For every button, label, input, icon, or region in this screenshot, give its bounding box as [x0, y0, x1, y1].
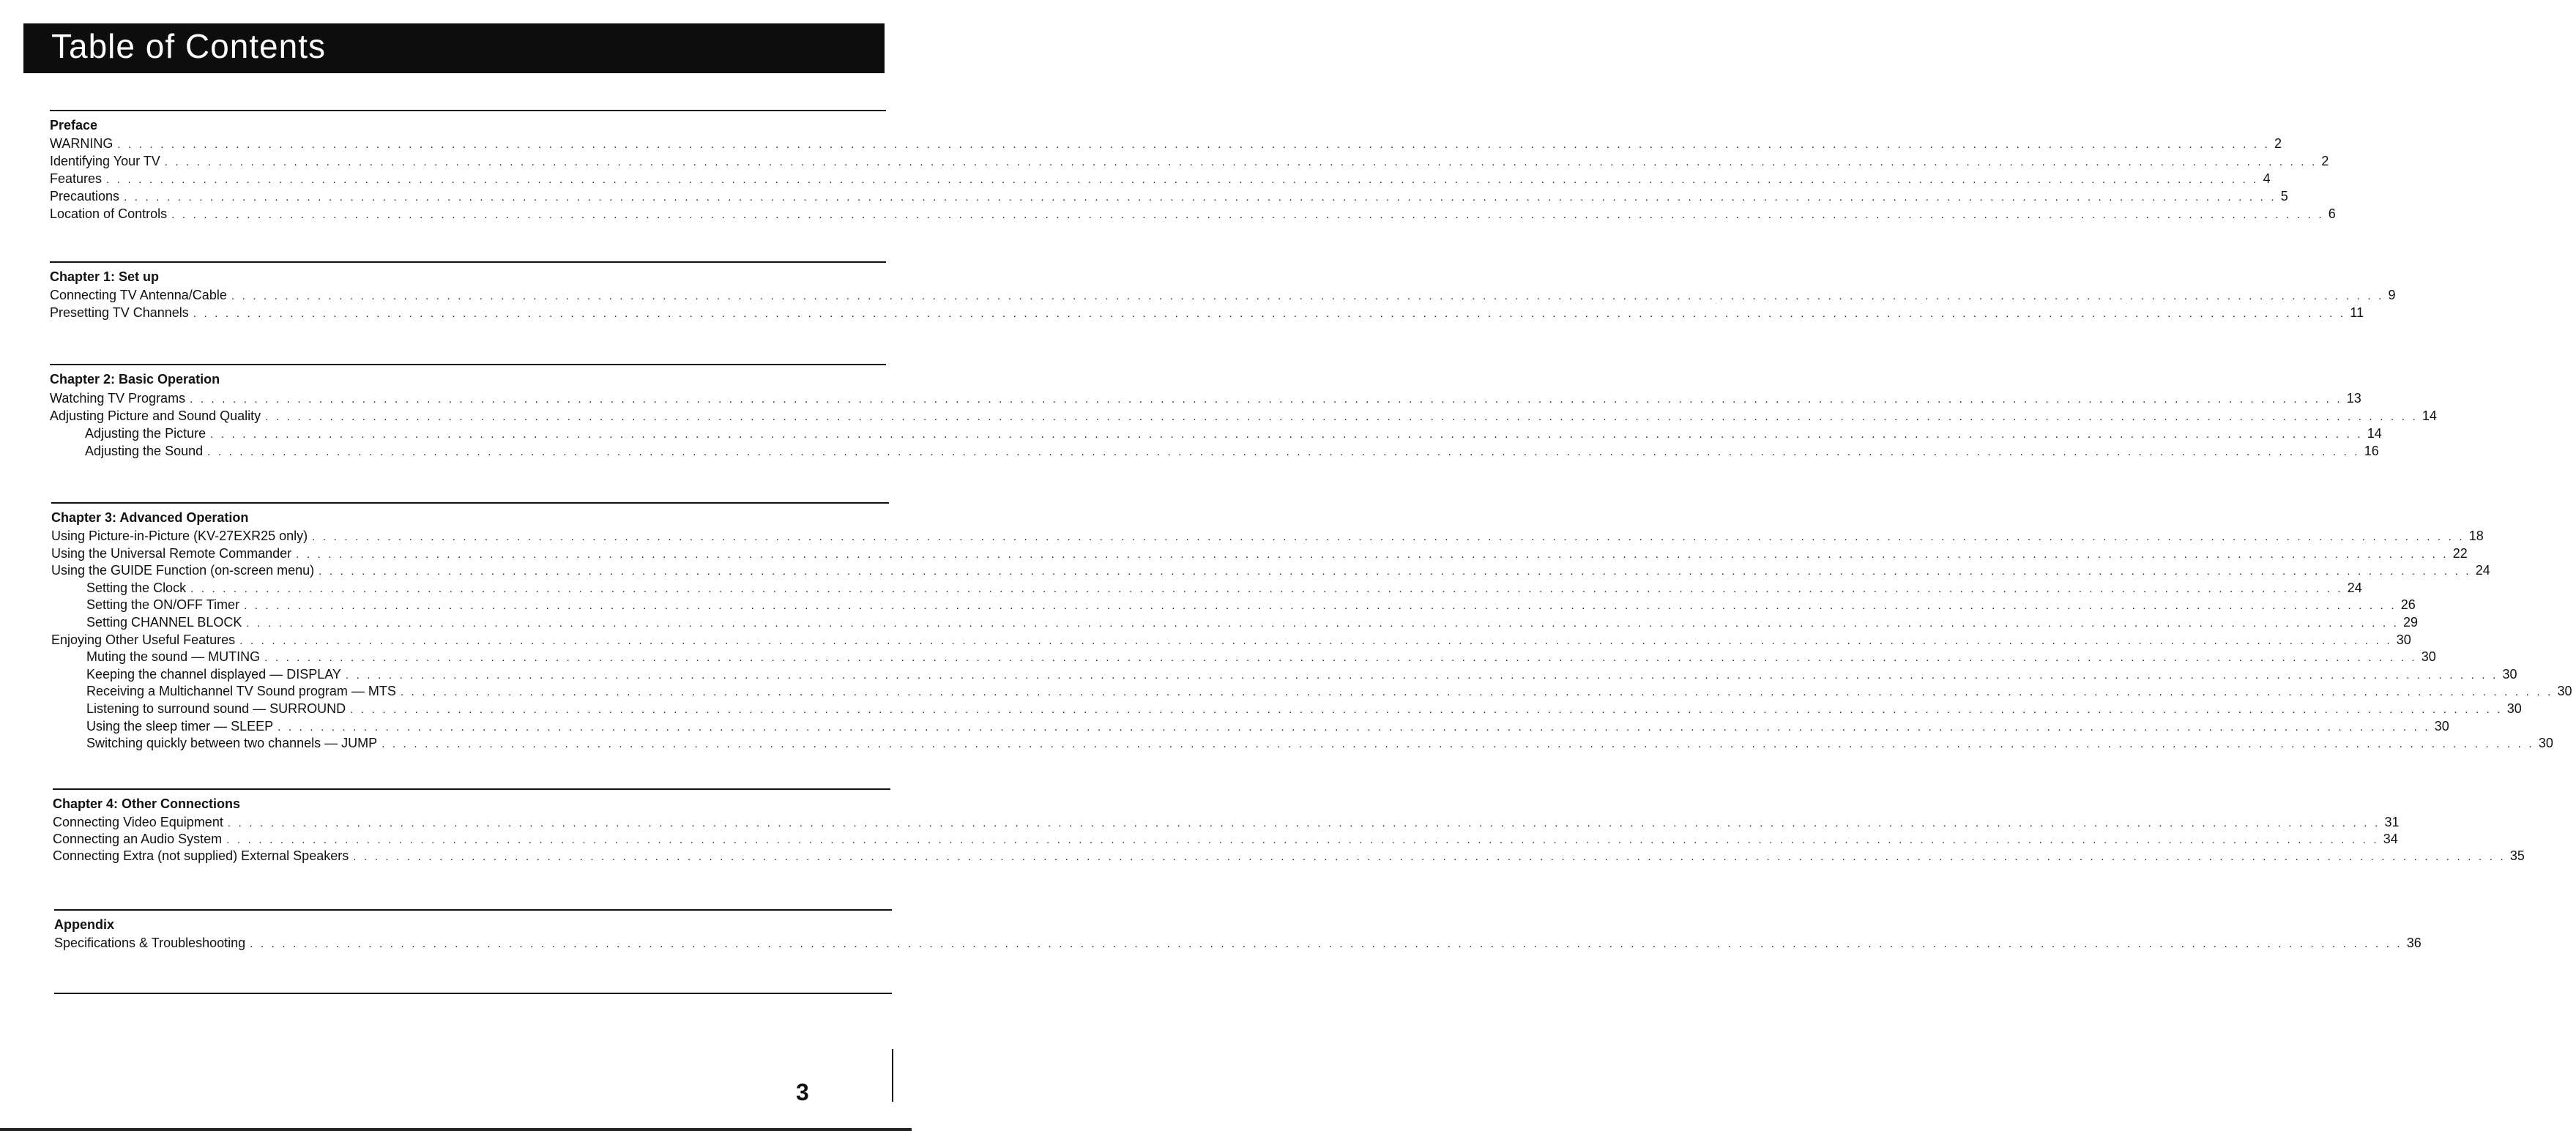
dot-leader: . . . . . . . . . . . . . . . . . . . . . . . . . . . . . . . . . . . . . . . . . . . . . . . . . . . . . . . . . . . . . . . . . . . . . . . . . . . . . . . . . . . . . . . . . . . . . . . . . . . . . . . . . . . . . . . . . . . . . . . . . . . . . . . . . . . . . . . . . . . . . . . . . . . . . . . . . . . . . . . . . . . . . . . . . . . . . . . . . . . . . . . . . . . . . . . . . . . . . . . .	[226, 834, 2379, 846]
toc-entry-page: 26	[2400, 597, 2416, 613]
section-heading: Chapter 1: Set up	[50, 269, 160, 284]
toc-entry-label: Connecting Extra (not supplied) External Speakers	[53, 848, 349, 863]
toc-entry-label: WARNING	[50, 136, 113, 151]
section-rule	[54, 909, 892, 911]
dot-leader: . . . . . . . . . . . . . . . . . . . . . . . . . . . . . . . . . . . . . . . . . . . . . . . . . . . . . . . . . . . . . . . . . . . . . . . . . . . . . . . . . . . . . . . . . . . . . . . . . . . . . . . . . . . . . . . . . . . . . . . . . . . . . . . . . . . . . . . . . . . . . . . . . . . . . . . . . . . . . . . . . . . . . . . . . . . . . . . . . . . . . . . . . . . . . . . . . . . . . . . .	[400, 686, 2553, 699]
dot-leader: . . . . . . . . . . . . . . . . . . . . . . . . . . . . . . . . . . . . . . . . . . . . . . . . . . . . . . . . . . . . . . . . . . . . . . . . . . . . . . . . . . . . . . . . . . . . . . . . . . . . . . . . . . . . . . . . . . . . . . . . . . . . . . . . . . . . . . . . . . . . . . . . . . . . . . . . . . . . . . . . . . . . . . . . . . . . . . . . . . . . . . . . . . . . . . . . . . . . . . . .	[231, 290, 2384, 302]
toc-entry-page: 24	[2347, 580, 2362, 595]
toc-entry-label: Identifying Your TV	[50, 154, 160, 168]
dot-leader: . . . . . . . . . . . . . . . . . . . . . . . . . . . . . . . . . . . . . . . . . . . . . . . . . . . . . . . . . . . . . . . . . . . . . . . . . . . . . . . . . . . . . . . . . . . . . . . . . . . . . . . . . . . . . . . . . . . . . . . . . . . . . . . . . . . . . . . . . . . . . . . . . . . . . . . . . . . . . . . . . . . . . . . . . . . . . . . . . . . . . . . . . . . . . . . . . . . . . . . .	[227, 817, 2380, 829]
toc-entry[interactable]	[50, 408, 2437, 424]
toc-entry-page: 4	[2263, 171, 2271, 186]
toc-entry-page: 30	[2557, 684, 2572, 699]
dot-leader: . . . . . . . . . . . . . . . . . . . . . . . . . . . . . . . . . . . . . . . . . . . . . . . . . . . . . . . . . . . . . . . . . . . . . . . . . . . . . . . . . . . . . . . . . . . . . . . . . . . . . . . . . . . . . . . . . . . . . . . . . . . . . . . . . . . . . . . . . . . . . . . . . . . . . . . . . . . . . . . . . . . . . . . . . . . . . . . . . . . . . . . . . . . . . . . . . . . . . . . .	[250, 938, 2402, 950]
toc-entry-page: 16	[2364, 444, 2379, 458]
toc-entry[interactable]	[86, 597, 2416, 613]
dot-leader: . . . . . . . . . . . . . . . . . . . . . . . . . . . . . . . . . . . . . . . . . . . . . . . . . . . . . . . . . . . . . . . . . . . . . . . . . . . . . . . . . . . . . . . . . . . . . . . . . . . . . . . . . . . . . . . . . . . . . . . . . . . . . . . . . . . . . . . . . . . . . . . . . . . . . . . . . . . . . . . . . . . . . . . . . . . . . . . . . . . . . . . . . . . . . . . . . . . . . . . .	[210, 428, 2363, 441]
dot-leader: . . . . . . . . . . . . . . . . . . . . . . . . . . . . . . . . . . . . . . . . . . . . . . . . . . . . . . . . . . . . . . . . . . . . . . . . . . . . . . . . . . . . . . . . . . . . . . . . . . . . . . . . . . . . . . . . . . . . . . . . . . . . . . . . . . . . . . . . . . . . . . . . . . . . . . . . . . . . . . . . . . . . . . . . . . . . . . . . . . . . . . . . . . . . . . . . . . . . . . . .	[106, 173, 2259, 186]
toc-entry-page: 2	[2321, 154, 2329, 168]
bottom-rule	[54, 993, 892, 994]
dot-leader: . . . . . . . . . . . . . . . . . . . . . . . . . . . . . . . . . . . . . . . . . . . . . . . . . . . . . . . . . . . . . . . . . . . . . . . . . . . . . . . . . . . . . . . . . . . . . . . . . . . . . . . . . . . . . . . . . . . . . . . . . . . . . . . . . . . . . . . . . . . . . . . . . . . . . . . . . . . . . . . . . . . . . . . . . . . . . . . . . . . . . . . . . . . . . . . . . . . . . . . .	[190, 582, 2343, 595]
dot-leader: . . . . . . . . . . . . . . . . . . . . . . . . . . . . . . . . . . . . . . . . . . . . . . . . . . . . . . . . . . . . . . . . . . . . . . . . . . . . . . . . . . . . . . . . . . . . . . . . . . . . . . . . . . . . . . . . . . . . . . . . . . . . . . . . . . . . . . . . . . . . . . . . . . . . . . . . . . . . . . . . . . . . . . . . . . . . . . . . . . . . . . . . . . . . . . . . . . . . . . . .	[244, 600, 2397, 613]
dot-leader: . . . . . . . . . . . . . . . . . . . . . . . . . . . . . . . . . . . . . . . . . . . . . . . . . . . . . . . . . . . . . . . . . . . . . . . . . . . . . . . . . . . . . . . . . . . . . . . . . . . . . . . . . . . . . . . . . . . . . . . . . . . . . . . . . . . . . . . . . . . . . . . . . . . . . . . . . . . . . . . . . . . . . . . . . . . . . . . . . . . . . . . . . . . . . . . . . . . . . . . .	[264, 652, 2417, 665]
toc-entry[interactable]	[86, 701, 2522, 717]
dot-leader: . . . . . . . . . . . . . . . . . . . . . . . . . . . . . . . . . . . . . . . . . . . . . . . . . . . . . . . . . . . . . . . . . . . . . . . . . . . . . . . . . . . . . . . . . . . . . . . . . . . . . . . . . . . . . . . . . . . . . . . . . . . . . . . . . . . . . . . . . . . . . . . . . . . . . . . . . . . . . . . . . . . . . . . . . . . . . . . . . . . . . . . . . . . . . . . . . . . . . . . .	[207, 446, 2360, 458]
toc-section	[50, 261, 2396, 329]
toc-entry[interactable]	[50, 390, 2361, 406]
toc-entry-label: Using Picture-in-Picture (KV-27EXR25 only)	[51, 529, 308, 543]
toc-entry[interactable]	[50, 188, 2288, 204]
section-rule	[53, 788, 890, 790]
toc-entry-label: Connecting TV Antenna/Cable	[50, 288, 227, 302]
toc-entry-label: Muting the sound — MUTING	[86, 649, 261, 665]
dot-leader: . . . . . . . . . . . . . . . . . . . . . . . . . . . . . . . . . . . . . . . . . . . . . . . . . . . . . . . . . . . . . . . . . . . . . . . . . . . . . . . . . . . . . . . . . . . . . . . . . . . . . . . . . . . . . . . . . . . . . . . . . . . . . . . . . . . . . . . . . . . . . . . . . . . . . . . . . . . . . . . . . . . . . . . . . . . . . . . . . . . . . . . . . . . . . . . . . . . . . . . .	[246, 617, 2400, 630]
toc-entry[interactable]	[51, 632, 2411, 648]
toc-section	[53, 788, 2525, 872]
dot-leader: . . . . . . . . . . . . . . . . . . . . . . . . . . . . . . . . . . . . . . . . . . . . . . . . . . . . . . . . . . . . . . . . . . . . . . . . . . . . . . . . . . . . . . . . . . . . . . . . . . . . . . . . . . . . . . . . . . . . . . . . . . . . . . . . . . . . . . . . . . . . . . . . . . . . . . . . . . . . . . . . . . . . . . . . . . . . . . . . . . . . . . . . . . . . . . . . . . . . . . . .	[239, 634, 2392, 647]
toc-entry-label: Using the GUIDE Function (on-screen menu)	[51, 563, 315, 578]
toc-entry-page: 2	[2274, 136, 2282, 151]
dot-leader: . . . . . . . . . . . . . . . . . . . . . . . . . . . . . . . . . . . . . . . . . . . . . . . . . . . . . . . . . . . . . . . . . . . . . . . . . . . . . . . . . . . . . . . . . . . . . . . . . . . . . . . . . . . . . . . . . . . . . . . . . . . . . . . . . . . . . . . . . . . . . . . . . . . . . . . . . . . . . . . . . . . . . . . . . . . . . . . . . . . . . . . . . . . . . . . . . . . . . . . .	[278, 720, 2430, 734]
toc-entry-label: Connecting an Audio System	[53, 832, 223, 846]
toc-entry-label: Adjusting the Sound	[85, 444, 204, 458]
toc-entry-label: Specifications & Troubleshooting	[54, 936, 246, 950]
dot-leader: . . . . . . . . . . . . . . . . . . . . . . . . . . . . . . . . . . . . . . . . . . . . . . . . . . . . . . . . . . . . . . . . . . . . . . . . . . . . . . . . . . . . . . . . . . . . . . . . . . . . . . . . . . . . . . . . . . . . . . . . . . . . . . . . . . . . . . . . . . . . . . . . . . . . . . . . . . . . . . . . . . . . . . . . . . . . . . . . . . . . . . . . . . . . . . . . . . . . . . . .	[353, 851, 2506, 863]
toc-entry-label: Using the Universal Remote Commander	[51, 545, 292, 561]
toc-entry-label: Adjusting the Picture	[85, 426, 206, 441]
toc-entry[interactable]	[86, 718, 2449, 734]
section-rule	[50, 110, 886, 111]
dot-leader: . . . . . . . . . . . . . . . . . . . . . . . . . . . . . . . . . . . . . . . . . . . . . . . . . . . . . . . . . . . . . . . . . . . . . . . . . . . . . . . . . . . . . . . . . . . . . . . . . . . . . . . . . . . . . . . . . . . . . . . . . . . . . . . . . . . . . . . . . . . . . . . . . . . . . . . . . . . . . . . . . . . . . . . . . . . . . . . . . . . . . . . . . . . . . . . . . . . . . . . .	[319, 565, 2471, 578]
toc-entry[interactable]	[85, 443, 2379, 459]
toc-entry[interactable]	[86, 614, 2419, 630]
toc-section	[51, 502, 2572, 760]
section-rule	[50, 364, 886, 365]
toc-entry-label: Precautions	[50, 189, 120, 204]
toc-entry-label: Presetting TV Channels	[50, 305, 189, 320]
toc-entry-label: Receiving a Multichannel TV Sound program — MTS	[86, 684, 396, 699]
toc-entry-page: 11	[2350, 305, 2364, 320]
dot-leader: . . . . . . . . . . . . . . . . . . . . . . . . . . . . . . . . . . . . . . . . . . . . . . . . . . . . . . . . . . . . . . . . . . . . . . . . . . . . . . . . . . . . . . . . . . . . . . . . . . . . . . . . . . . . . . . . . . . . . . . . . . . . . . . . . . . . . . . . . . . . . . . . . . . . . . . . . . . . . . . . . . . . . . . . . . . . . . . . . . . . . . . . . . . . . . . . . . . . . . . .	[381, 738, 2534, 751]
dot-leader: . . . . . . . . . . . . . . . . . . . . . . . . . . . . . . . . . . . . . . . . . . . . . . . . . . . . . . . . . . . . . . . . . . . . . . . . . . . . . . . . . . . . . . . . . . . . . . . . . . . . . . . . . . . . . . . . . . . . . . . . . . . . . . . . . . . . . . . . . . . . . . . . . . . . . . . . . . . . . . . . . . . . . . . . . . . . . . . . . . . . . . . . . . . . . . . . . . . . . . . .	[312, 531, 2465, 543]
toc-entry-page: 36	[2406, 936, 2421, 950]
toc-entry-label: Setting the ON/OFF Timer	[86, 597, 240, 613]
toc-entry-page: 30	[2502, 666, 2517, 682]
toc-entry[interactable]	[86, 683, 2572, 699]
toc-entry[interactable]	[50, 171, 2271, 187]
toc-entry-page: 14	[2421, 408, 2437, 423]
toc-entry[interactable]	[50, 135, 2282, 152]
toc-entry-page: 34	[2383, 832, 2398, 846]
toc-entry[interactable]	[53, 848, 2525, 864]
section-rule	[51, 502, 889, 504]
toc-entry-label: Enjoying Other Useful Features	[51, 632, 236, 647]
dot-leader: . . . . . . . . . . . . . . . . . . . . . . . . . . . . . . . . . . . . . . . . . . . . . . . . . . . . . . . . . . . . . . . . . . . . . . . . . . . . . . . . . . . . . . . . . . . . . . . . . . . . . . . . . . . . . . . . . . . . . . . . . . . . . . . . . . . . . . . . . . . . . . . . . . . . . . . . . . . . . . . . . . . . . . . . . . . . . . . . . . . . . . . . . . . . . . . . . . . . . . . .	[345, 668, 2498, 682]
toc-entry-page: 35	[2509, 848, 2525, 863]
toc-entry[interactable]	[54, 935, 2421, 951]
toc-entry-page: 22	[2452, 545, 2468, 561]
toc-section	[54, 909, 2421, 960]
toc-entry-label: Listening to surround sound — SURROUND	[86, 701, 346, 716]
section-heading: Chapter 3: Advanced Operation	[51, 510, 249, 525]
toc-entry-page: 14	[2367, 426, 2382, 441]
toc-entry-label: Connecting Video Equipment	[53, 815, 223, 829]
toc-entry-label: Keeping the channel displayed — DISPLAY	[86, 666, 341, 682]
toc-entry[interactable]	[50, 206, 2336, 222]
margin-bar	[892, 1049, 893, 1102]
toc-entry[interactable]	[86, 580, 2362, 596]
dot-leader: . . . . . . . . . . . . . . . . . . . . . . . . . . . . . . . . . . . . . . . . . . . . . . . . . . . . . . . . . . . . . . . . . . . . . . . . . . . . . . . . . . . . . . . . . . . . . . . . . . . . . . . . . . . . . . . . . . . . . . . . . . . . . . . . . . . . . . . . . . . . . . . . . . . . . . . . . . . . . . . . . . . . . . . . . . . . . . . . . . . . . . . . . . . . . . . . . . . . . . . .	[296, 548, 2449, 561]
toc-entry[interactable]	[51, 528, 2484, 544]
toc-entry-page: 29	[2403, 615, 2419, 630]
toc-entry-label: Watching TV Programs	[50, 391, 186, 406]
toc-entry[interactable]	[51, 562, 2490, 578]
dot-leader: . . . . . . . . . . . . . . . . . . . . . . . . . . . . . . . . . . . . . . . . . . . . . . . . . . . . . . . . . . . . . . . . . . . . . . . . . . . . . . . . . . . . . . . . . . . . . . . . . . . . . . . . . . . . . . . . . . . . . . . . . . . . . . . . . . . . . . . . . . . . . . . . . . . . . . . . . . . . . . . . . . . . . . . . . . . . . . . . . . . . . . . . . . . . . . . . . . . . . . . .	[124, 191, 2277, 204]
toc-entry-label: Setting the Clock	[86, 580, 187, 595]
dot-leader: . . . . . . . . . . . . . . . . . . . . . . . . . . . . . . . . . . . . . . . . . . . . . . . . . . . . . . . . . . . . . . . . . . . . . . . . . . . . . . . . . . . . . . . . . . . . . . . . . . . . . . . . . . . . . . . . . . . . . . . . . . . . . . . . . . . . . . . . . . . . . . . . . . . . . . . . . . . . . . . . . . . . . . . . . . . . . . . . . . . . . . . . . . . . . . . . . . . . . . . .	[164, 156, 2318, 168]
section-heading: Appendix	[54, 917, 115, 932]
toc-entry-page: 30	[2506, 701, 2522, 716]
toc-section	[50, 110, 2336, 231]
section-heading: Preface	[50, 118, 98, 132]
bottom-edge	[0, 1128, 912, 1131]
toc-entry-page: 24	[2475, 563, 2490, 578]
toc-entry-label: Location of Controls	[50, 206, 168, 221]
toc-entry-page: 18	[2468, 529, 2484, 543]
toc-entry[interactable]	[50, 305, 2364, 321]
toc-entry-page: 30	[2538, 736, 2553, 751]
toc-entry-label: Using the sleep timer — SLEEP	[86, 718, 274, 734]
dot-leader: . . . . . . . . . . . . . . . . . . . . . . . . . . . . . . . . . . . . . . . . . . . . . . . . . . . . . . . . . . . . . . . . . . . . . . . . . . . . . . . . . . . . . . . . . . . . . . . . . . . . . . . . . . . . . . . . . . . . . . . . . . . . . . . . . . . . . . . . . . . . . . . . . . . . . . . . . . . . . . . . . . . . . . . . . . . . . . . . . . . . . . . . . . . . . . . . . . . . . . . .	[190, 393, 2342, 406]
toc-entry[interactable]	[51, 545, 2468, 561]
section-rule	[50, 261, 886, 263]
page-number: 3	[796, 1079, 809, 1105]
toc-entry[interactable]	[50, 287, 2396, 303]
toc-entry-page: 31	[2384, 815, 2400, 829]
dot-leader: . . . . . . . . . . . . . . . . . . . . . . . . . . . . . . . . . . . . . . . . . . . . . . . . . . . . . . . . . . . . . . . . . . . . . . . . . . . . . . . . . . . . . . . . . . . . . . . . . . . . . . . . . . . . . . . . . . . . . . . . . . . . . . . . . . . . . . . . . . . . . . . . . . . . . . . . . . . . . . . . . . . . . . . . . . . . . . . . . . . . . . . . . . . . . . . . . . . . . . . .	[117, 138, 2270, 151]
dot-leader: . . . . . . . . . . . . . . . . . . . . . . . . . . . . . . . . . . . . . . . . . . . . . . . . . . . . . . . . . . . . . . . . . . . . . . . . . . . . . . . . . . . . . . . . . . . . . . . . . . . . . . . . . . . . . . . . . . . . . . . . . . . . . . . . . . . . . . . . . . . . . . . . . . . . . . . . . . . . . . . . . . . . . . . . . . . . . . . . . . . . . . . . . . . . . . . . . . . . . . . .	[350, 703, 2503, 716]
toc-entry[interactable]	[50, 153, 2329, 169]
toc-entry[interactable]	[86, 666, 2517, 682]
toc-entry-page: 13	[2346, 391, 2361, 406]
toc-entry-label: Adjusting Picture and Sound Quality	[50, 408, 261, 423]
toc-entry[interactable]	[85, 425, 2382, 441]
toc-entry[interactable]	[53, 831, 2398, 847]
toc-entry-page: 9	[2388, 288, 2396, 302]
toc-entry-label: Setting CHANNEL BLOCK	[86, 615, 242, 630]
dot-leader: . . . . . . . . . . . . . . . . . . . . . . . . . . . . . . . . . . . . . . . . . . . . . . . . . . . . . . . . . . . . . . . . . . . . . . . . . . . . . . . . . . . . . . . . . . . . . . . . . . . . . . . . . . . . . . . . . . . . . . . . . . . . . . . . . . . . . . . . . . . . . . . . . . . . . . . . . . . . . . . . . . . . . . . . . . . . . . . . . . . . . . . . . . . . . . . . . . . . . . . .	[265, 411, 2418, 423]
dot-leader: . . . . . . . . . . . . . . . . . . . . . . . . . . . . . . . . . . . . . . . . . . . . . . . . . . . . . . . . . . . . . . . . . . . . . . . . . . . . . . . . . . . . . . . . . . . . . . . . . . . . . . . . . . . . . . . . . . . . . . . . . . . . . . . . . . . . . . . . . . . . . . . . . . . . . . . . . . . . . . . . . . . . . . . . . . . . . . . . . . . . . . . . . . . . . . . . . . . . . . . .	[171, 209, 2324, 221]
section-heading: Chapter 4: Other Connections	[53, 796, 241, 811]
toc-entry[interactable]	[86, 649, 2436, 665]
section-heading: Chapter 2: Basic Operation	[50, 372, 220, 387]
toc-entry[interactable]	[53, 814, 2400, 830]
toc-entry-page: 5	[2280, 189, 2288, 204]
toc-entry-page: 30	[2421, 649, 2436, 665]
toc-entry-page: 30	[2396, 632, 2411, 647]
dot-leader: . . . . . . . . . . . . . . . . . . . . . . . . . . . . . . . . . . . . . . . . . . . . . . . . . . . . . . . . . . . . . . . . . . . . . . . . . . . . . . . . . . . . . . . . . . . . . . . . . . . . . . . . . . . . . . . . . . . . . . . . . . . . . . . . . . . . . . . . . . . . . . . . . . . . . . . . . . . . . . . . . . . . . . . . . . . . . . . . . . . . . . . . . . . . . . . . . . . . . . . .	[193, 307, 2346, 320]
toc-entry[interactable]	[86, 735, 2553, 751]
toc-entry-page: 6	[2328, 206, 2336, 221]
toc-section	[50, 364, 2437, 468]
toc-entry-page: 30	[2434, 718, 2449, 734]
toc-entry-label: Features	[50, 171, 103, 186]
toc-entry-label: Switching quickly between two channels — JUMP	[86, 736, 378, 751]
page-title: Table of Contents	[51, 27, 327, 65]
